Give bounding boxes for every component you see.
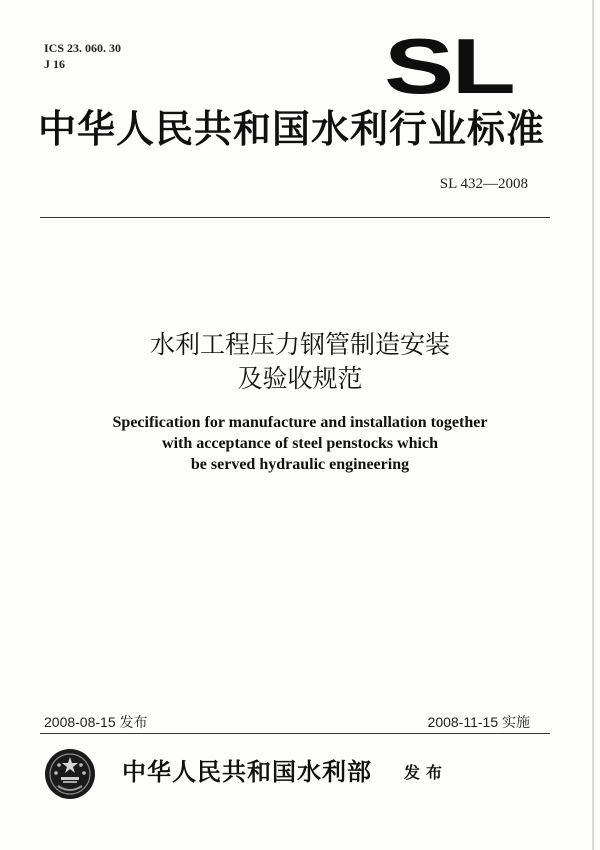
english-title-line-1: Specification for manufacture and installation together [112, 414, 488, 431]
english-title-line-2: with acceptance of steel penstocks which [162, 435, 438, 452]
publish-label: 发布 [404, 763, 449, 782]
chinese-title [0, 328, 600, 396]
national-emblem-icon [44, 748, 96, 800]
english-title [0, 412, 600, 475]
chinese-title-line-2: 及验收规范 [237, 364, 363, 393]
publisher-name: 中华人民共和国水利部 [122, 758, 372, 786]
classification-block [44, 40, 121, 72]
ics-code: ICS 23. 060. 30 [44, 41, 122, 55]
sl-logo: SL [384, 22, 514, 110]
standard-category-title: 中华人民共和国水利行业标准 [38, 107, 546, 151]
implementation-date: 2008-11-15 实施 [427, 714, 530, 730]
english-title-line-3: be served hydraulic engineering [190, 456, 410, 473]
top-divider [40, 217, 550, 218]
standard-number: SL 432—2008 [439, 176, 528, 192]
issue-date: 2008-08-15 发布 [44, 714, 148, 730]
classification-code: J 16 [44, 57, 65, 71]
bottom-divider [40, 733, 550, 734]
chinese-title-line-1: 水利工程压力钢管制造安装 [149, 330, 450, 359]
